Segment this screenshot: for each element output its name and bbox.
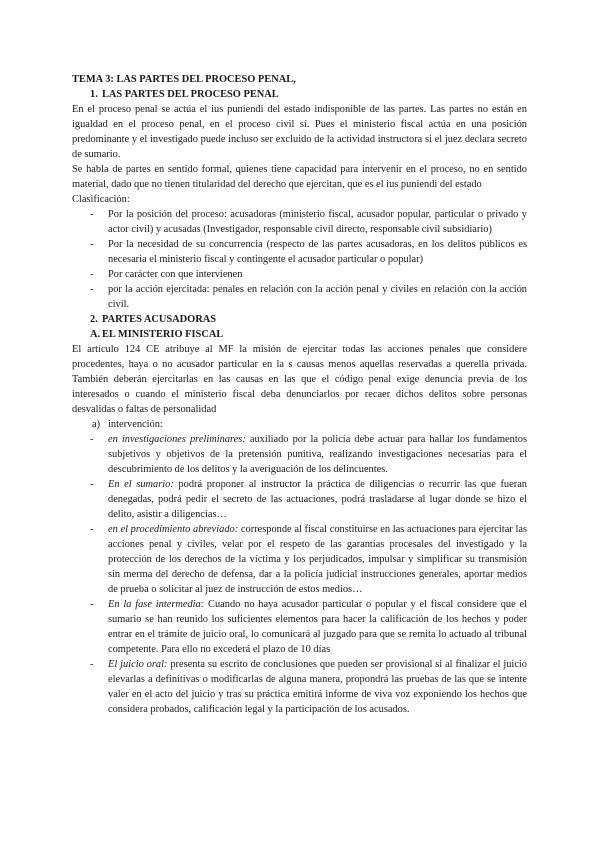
paragraph: Se habla de partes en sentido formal, quienes tiene capacidad para intervenir en el proceso, no en sentido material, dado que no tienen titularidad del derecho que ejercitan, que es el ius puniendi del estado [72, 164, 527, 190]
section-heading-text: PARTES ACUSADORAS [102, 314, 217, 325]
item-lead: El juicio oral: [108, 659, 168, 670]
paragraph: El artículo 124 CE atribuye al MF la misión de ejercitar todas las acciones penales que considere procedentes, haya o no acusador particular en la s causas menos aquellas reservadas a querella privada. También deberán ejercitarlas en las causas en las que el código penal exige denuncia previa de los interesados o cuando el ministerio fiscal deba denunciarlos por recaer dichos delitos sobre personas desvalidas o faltas de personalidad [72, 344, 527, 415]
sub-heading-a [72, 417, 527, 432]
document-body [72, 72, 527, 717]
dash-bullet: - [90, 434, 94, 445]
item-text: auxiliado por la policía debe actuar para hallar los fundamentos subjetivos y objetivos de la pretensión punitiva, realizando investigaciones necesarias para el descubrimiento de los delitos y la averiguación de los delincuentes. [108, 434, 527, 475]
section-number: 2. [90, 314, 98, 325]
intervencion-list [72, 432, 527, 717]
clasificacion-label: Clasificación: [72, 194, 130, 205]
list-item [72, 657, 527, 717]
sub-heading-text: intervención: [108, 419, 163, 430]
list-item-text: por la acción ejercitada: penales en relación con la acción penal y civiles en relación con la acción civil. [108, 284, 527, 310]
sub-marker: a) [92, 419, 101, 430]
section-heading-1 [72, 87, 527, 102]
item-lead: En la fase intermedia: [108, 599, 205, 610]
document-title: TEMA 3: LAS PARTES DEL PROCESO PENAL, [72, 74, 296, 85]
item-text: Cuando no haya acusador particular o popular y el fiscal considere que el sumario se han reunido los suficientes elementos para hacer la calificación de los hechos y poder entrar en el trámite de juicio oral, lo comunicará al juzgado para que se remita lo actuado al tribunal competente. Para ello no excederá el plazo de 10 días [108, 599, 527, 655]
list-item-text: Por la necesidad de su concurrencia (respecto de las partes acusadoras, en los delitos públicos es necesaria el ministerio fiscal y contingente el acusador particular o popular) [108, 239, 527, 265]
item-text: podrá proponer al instructor la práctica de diligencias o recurrir las que fueran denegadas, podrá pedir el secreto de las actuaciones, podrá trasladarse al lugar donde se hizo el delito, asistir a diligencias… [108, 479, 527, 520]
list-item [72, 237, 527, 267]
section-number: 1. [90, 89, 98, 100]
item-lead: En el sumario: [108, 479, 174, 490]
section-heading-a [72, 327, 527, 342]
dash-bullet: - [90, 659, 94, 670]
list-item [72, 282, 527, 312]
section-heading-text: EL MINISTERIO FISCAL [102, 329, 224, 340]
section-letter: A. [90, 329, 101, 340]
list-item [72, 267, 527, 282]
list-item-text: Por la posición del proceso: acusadoras (ministerio fiscal, acusador popular, particular o privado y actor civil) y acusadas (Investigador, responsable civil directo, responsable civil subsidiario) [108, 209, 527, 235]
list-item [72, 477, 527, 522]
item-lead: en investigaciones preliminares: [108, 434, 246, 445]
item-lead: en el procedimiento abreviado: [108, 524, 239, 535]
list-item [72, 522, 527, 597]
clasificacion-list [72, 207, 527, 312]
paragraph: En el proceso penal se actúa el ius puniendi del estado indisponible de las partes. Las partes no están en igualdad en el proceso penal, en el proceso civil sí. Pues el ministerio fiscal actúa en una posición predominante y el investigado puede incluso ser excluido de la actividad instructora si el juez declara secreto de sumario. [72, 104, 527, 160]
item-text: presenta su escrito de conclusiones que pueden ser provisional si al finalizar el juicio elevarlas a definitivas o modificarlas de alguna manera, propondrá las pruebas de las que se intente valer en el acto del juicio y tras su práctica emitirá informe de viva voz exponiendo los hechos que considera probados, calificación legal y la participación de los acusados. [108, 659, 528, 715]
dash-bullet: - [90, 599, 94, 610]
dash-bullet: - [90, 479, 94, 490]
dash-bullet: - [90, 209, 94, 220]
dash-bullet: - [90, 269, 94, 280]
list-item-text: Por carácter con que intervienen [108, 269, 243, 280]
section-heading-text: LAS PARTES DEL PROCESO PENAL [102, 89, 279, 100]
list-item [72, 597, 527, 657]
list-item [72, 207, 527, 237]
item-text: corresponde al fiscal constituirse en las actuaciones para ejercitar las acciones penal y civiles, velar por el respeto de las garantías procesales del investigado y la protección de los derechos de la víctima y los perjudicados, impulsar y simplificar su transmisión sin merma del derecho de defensa, dar a la policía judicial instrucciones generales, aportar medios de prueba o solicitar al juez de instrucción de estos medios… [108, 524, 527, 595]
dash-bullet: - [90, 284, 94, 295]
section-heading-2 [72, 312, 527, 327]
dash-bullet: - [90, 239, 94, 250]
list-item [72, 432, 527, 477]
dash-bullet: - [90, 524, 94, 535]
